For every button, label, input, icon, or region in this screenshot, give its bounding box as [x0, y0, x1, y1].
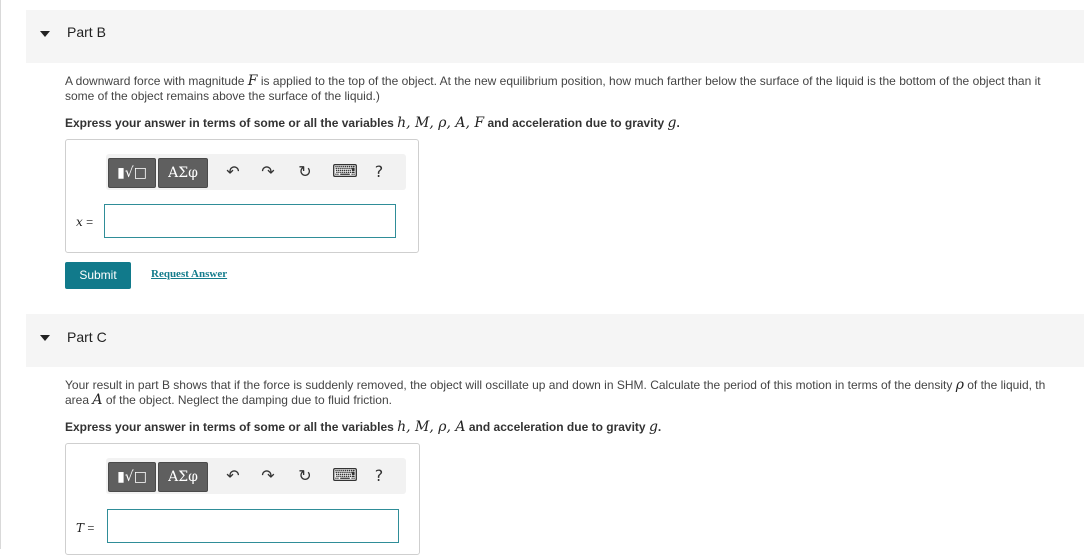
- part-b-title: Part B: [67, 24, 106, 40]
- variable-A: A: [92, 392, 103, 408]
- collapse-caret-icon[interactable]: [40, 335, 50, 341]
- variable-rho: ρ: [955, 377, 964, 393]
- question-text: some of the object remains above the surface of the liquid.): [65, 89, 380, 103]
- part-c-instruction: [65, 419, 661, 435]
- question-text: A downward force with magnitude: [65, 74, 248, 88]
- part-c-title: Part C: [67, 329, 107, 345]
- question-text: area: [65, 393, 93, 407]
- help-icon[interactable]: ?: [374, 466, 384, 485]
- equals-sign: =: [82, 215, 94, 229]
- variables-list: h, M, ρ, A: [397, 419, 466, 435]
- variable-T: T: [76, 521, 85, 535]
- part-b-answer-box: [65, 139, 419, 253]
- part-c-answer-box: [65, 443, 420, 555]
- instruction-text: .: [676, 116, 680, 130]
- instruction-text: Express your answer in terms of some or all the variables: [65, 116, 398, 130]
- variable-label: [76, 521, 94, 535]
- variable-label: [76, 215, 93, 229]
- instruction-text: and acceleration due to gravity: [484, 116, 668, 130]
- part-c-question: [65, 378, 1084, 408]
- part-b-question: [65, 74, 1084, 104]
- keyboard-icon[interactable]: ⌨: [332, 161, 358, 182]
- math-toolbar: [106, 458, 406, 494]
- question-text: is applied to the top of the object. At the new equilibrium position, how much farther below the surface of the liquid is the bottom of the object than it: [257, 74, 1041, 88]
- answer-input[interactable]: [104, 204, 396, 238]
- variable-g: g: [667, 115, 677, 131]
- question-text: of the liquid, th: [963, 378, 1046, 392]
- undo-icon[interactable]: ↶: [226, 162, 240, 181]
- instruction-text: .: [657, 420, 662, 434]
- templates-button[interactable]: ▮√□: [108, 462, 156, 492]
- question-text: Your result in part B shows that if the force is suddenly removed, the object will oscillate up and down in SHM. Calculate the period of this motion in terms of the density: [65, 378, 956, 392]
- part-b-instruction: [65, 115, 680, 131]
- collapse-caret-icon[interactable]: [40, 31, 50, 37]
- templates-button[interactable]: ▮√□: [108, 158, 156, 188]
- reset-icon[interactable]: ↻: [298, 466, 312, 485]
- answer-input[interactable]: [107, 509, 399, 543]
- undo-icon[interactable]: ↶: [226, 466, 240, 485]
- question-text: of the object. Neglect the damping due to fluid friction.: [102, 393, 392, 407]
- help-icon[interactable]: ?: [374, 162, 384, 181]
- equals-sign: =: [84, 521, 95, 535]
- part-c-header[interactable]: [26, 314, 1084, 367]
- request-answer-link[interactable]: Request Answer: [151, 268, 228, 280]
- left-border: [0, 0, 1, 549]
- reset-icon[interactable]: ↻: [298, 162, 312, 181]
- submit-button[interactable]: Submit: [65, 262, 131, 289]
- math-toolbar: [106, 154, 406, 190]
- keyboard-icon[interactable]: ⌨: [332, 465, 358, 486]
- variable-F: F: [247, 73, 258, 89]
- variable-x: x: [76, 215, 83, 229]
- redo-icon[interactable]: ↷: [261, 162, 275, 181]
- symbols-button[interactable]: ΑΣφ: [158, 462, 208, 492]
- part-b-header[interactable]: [26, 10, 1084, 63]
- variable-g: g: [648, 419, 658, 435]
- instruction-text: Express your answer in terms of some or all the variables: [65, 420, 398, 434]
- redo-icon[interactable]: ↷: [261, 466, 275, 485]
- variables-list: h, M, ρ, A, F: [397, 115, 485, 131]
- symbols-button[interactable]: ΑΣφ: [158, 158, 208, 188]
- instruction-text: and acceleration due to gravity: [465, 420, 649, 434]
